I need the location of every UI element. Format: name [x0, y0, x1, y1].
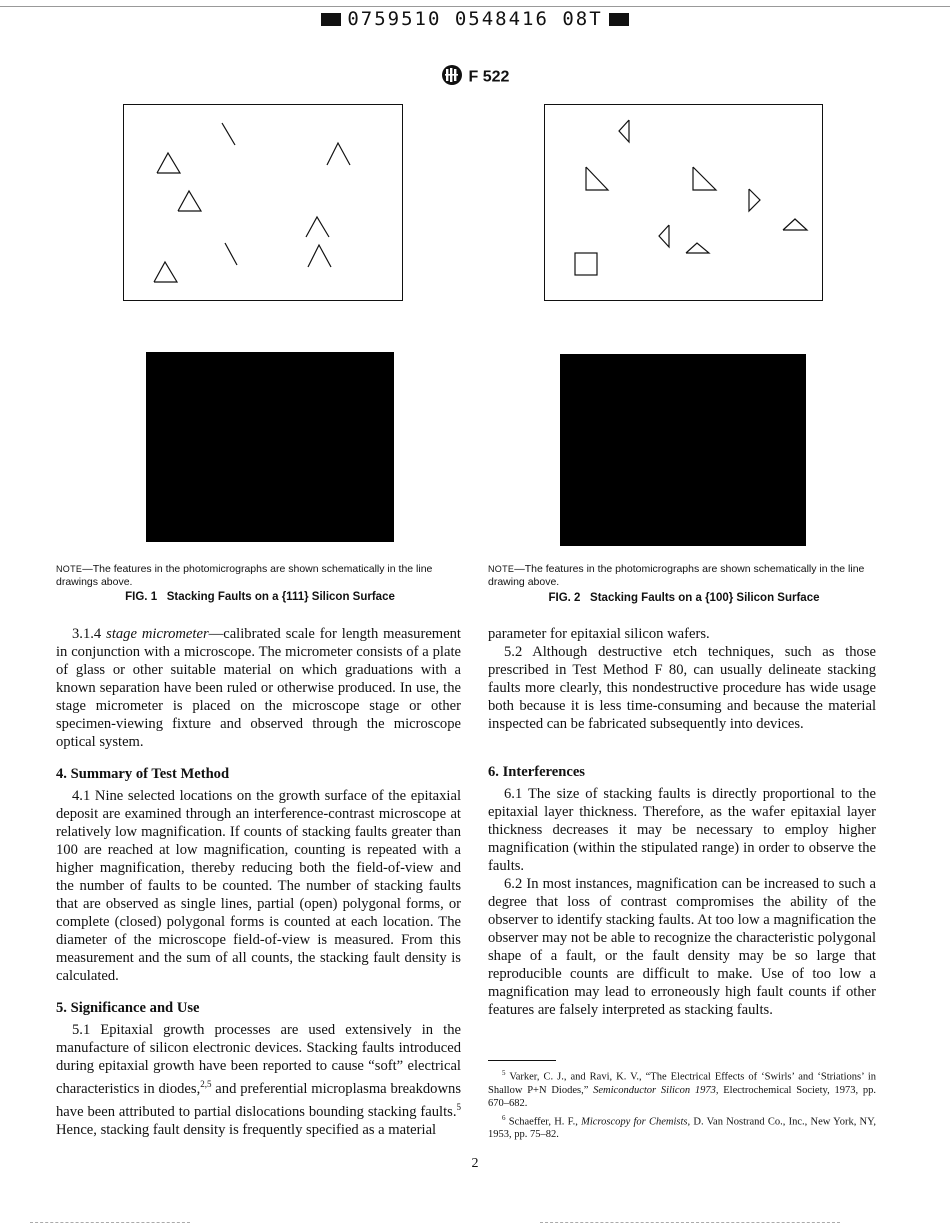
footnote-5-title: Semiconductor Silicon 1973,	[593, 1084, 719, 1096]
figure1-schematic	[124, 105, 402, 300]
bottom-edge-line-left	[30, 1222, 190, 1223]
figure2-caption-label: FIG. 2	[548, 592, 581, 604]
definition-stage-micrometer	[56, 625, 461, 751]
footnote-5	[488, 1067, 876, 1110]
document-barcode	[0, 8, 950, 30]
barcode-block-right	[609, 13, 629, 26]
section5-paragraph2: 5.2 Although destructive etch techniques, such as those prescribed in Test Method F 80, can usually delineate stacking faults more clearly, this nondestructive procedure has wide usage both because it is less time-consuming and because the material inspected can be fabricated subsequently into devices.	[488, 644, 876, 732]
footnote-5-text-a: Varker, C. J., and Ravi, K. V., “The Electrical Effects of ‘Swirls’ and ‘Striations’ in Shallow P+N Diodes,”	[488, 1071, 876, 1096]
section5-p1-part-b: and preferential microplasma breakdowns have been attributed to partial dislocations bounding stacking faults.	[56, 1080, 461, 1120]
page-number: 2	[471, 1156, 479, 1171]
footnote-6	[488, 1112, 876, 1142]
figure2-caption	[488, 592, 880, 604]
section5-continuation: parameter for epitaxial silicon wafers.	[488, 626, 710, 642]
section5-paragraph1	[56, 1021, 461, 1139]
section5-p1-part-c: Hence, stacking fault density is frequently specified as a material	[56, 1121, 437, 1138]
figure1-note	[56, 563, 464, 589]
figure2-note-prefix: NOTE	[488, 564, 515, 574]
footnotes	[488, 1067, 876, 1143]
section6-heading: 6. Interferences	[488, 764, 585, 780]
standard-designation	[0, 64, 950, 91]
standard-number: F 522	[468, 68, 510, 86]
figure2-photomicrograph	[560, 354, 806, 546]
section4-heading: 4. Summary of Test Method	[56, 766, 230, 782]
definition-number: 3.1.4	[72, 626, 102, 642]
footnote-6-number: 6	[502, 1113, 506, 1122]
footnote-6-title: Microscopy for Chemists,	[581, 1116, 691, 1127]
right-text-column	[488, 625, 876, 1019]
definition-term: stage micrometer	[106, 626, 209, 642]
figure1-caption-title: Stacking Faults on a {111} Silicon Surface	[166, 591, 395, 603]
definition-text: —calibrated scale for length measurement in conjunction with a microscope. The micrometer consists of a plate of glass or other suitable material on which graduations with a known separation have been ruled or otherwise produced. In use, the stage micrometer is placed on the microscope stage or other specimen-viewing fixture and observed through the microscope optical system.	[56, 626, 461, 750]
footnote-5-text-b: Electrochemical Society, 1973, pp. 670–682.	[488, 1084, 876, 1109]
figure2-caption-title: Stacking Faults on a {100} Silicon Surface	[590, 592, 820, 604]
footnote-rule	[488, 1060, 556, 1061]
figure1-note-text: —The features in the photomicrographs are shown schematically in the line drawings above.	[56, 563, 433, 588]
figure2-schematic	[545, 105, 822, 300]
section6-paragraph2: 6.2 In most instances, magnification can be increased to such a degree that loss of contrast compromises the ability of the observer to identify stacking faults. At too low a magnification the observer may not be able to recognize the characteristic polygonal shape of a fault, or the fault density may be so large that reproducible counts are difficult to make. Use of too low a magnification may lead to erroneously high fault counts if other features are falsely interpreted as stacking faults.	[488, 876, 876, 1018]
footnote-6-text-a: Schaeffer, H. F.,	[505, 1116, 582, 1127]
footnote-6-text-b: D. Van Nostrand Co., Inc., New York, NY, 1953, pp. 75–82.	[488, 1116, 876, 1140]
top-edge-line	[0, 6, 950, 7]
figure2-line-drawing	[544, 104, 823, 301]
figure1-caption-label: FIG. 1	[125, 591, 158, 603]
section6-paragraph1: 6.1 The size of stacking faults is directly proportional to the epitaxial layer thickness. Therefore, as the wafer epitaxial layer thickness decreases it may be necessary to employ higher magnification (within the stipulated range) in order to observe the faults.	[488, 786, 876, 874]
section5-p1-part-a: 5.1 Epitaxial growth processes are used extensively in the manufacture of silicon electronic devices. Stacking faults introduced during epitaxial growth have been reported to cause “soft” electrical characteristics in diodes,	[56, 1022, 461, 1097]
barcode-block-left	[321, 13, 341, 26]
astm-logo-icon	[441, 64, 463, 91]
figure1-note-prefix: NOTE	[56, 564, 83, 574]
section5-p1-ref1: 2,5	[200, 1079, 212, 1089]
footnote-5-number: 5	[502, 1069, 506, 1077]
figure2-note-text: —The features in the photomicrographs are shown schematically in the line drawing above.	[488, 563, 865, 588]
figure1-caption	[56, 591, 464, 603]
figure1-photomicrograph	[146, 352, 394, 542]
left-text-column	[56, 625, 461, 1139]
figure2-note	[488, 563, 880, 589]
section5-p1-ref2: 5	[456, 1101, 461, 1112]
figure1-line-drawing	[123, 104, 403, 301]
barcode-text: 0759510 0548416 08T	[347, 8, 603, 30]
bottom-edge-line-right	[540, 1222, 840, 1223]
section4-paragraph1: 4.1 Nine selected locations on the growth surface of the epitaxial deposit are examined through an interference-contrast microscope at relatively low magnification. If counts of stacking faults greater than 100 are reached at low magnification, counting is repeated with a higher magnification, thereby reducing both the field-of-view and the number of faults to be counted. The number of stacking faults that are observed as single lines, partial (open) polygonal forms, or complete (closed) polygonal forms is counted at each location. The diameter of the microscope field-of-view is measured. From this measurement and the sum of all counts, the stacking fault density is calculated.	[56, 788, 461, 984]
section5-heading: 5. Significance and Use	[56, 1000, 200, 1016]
